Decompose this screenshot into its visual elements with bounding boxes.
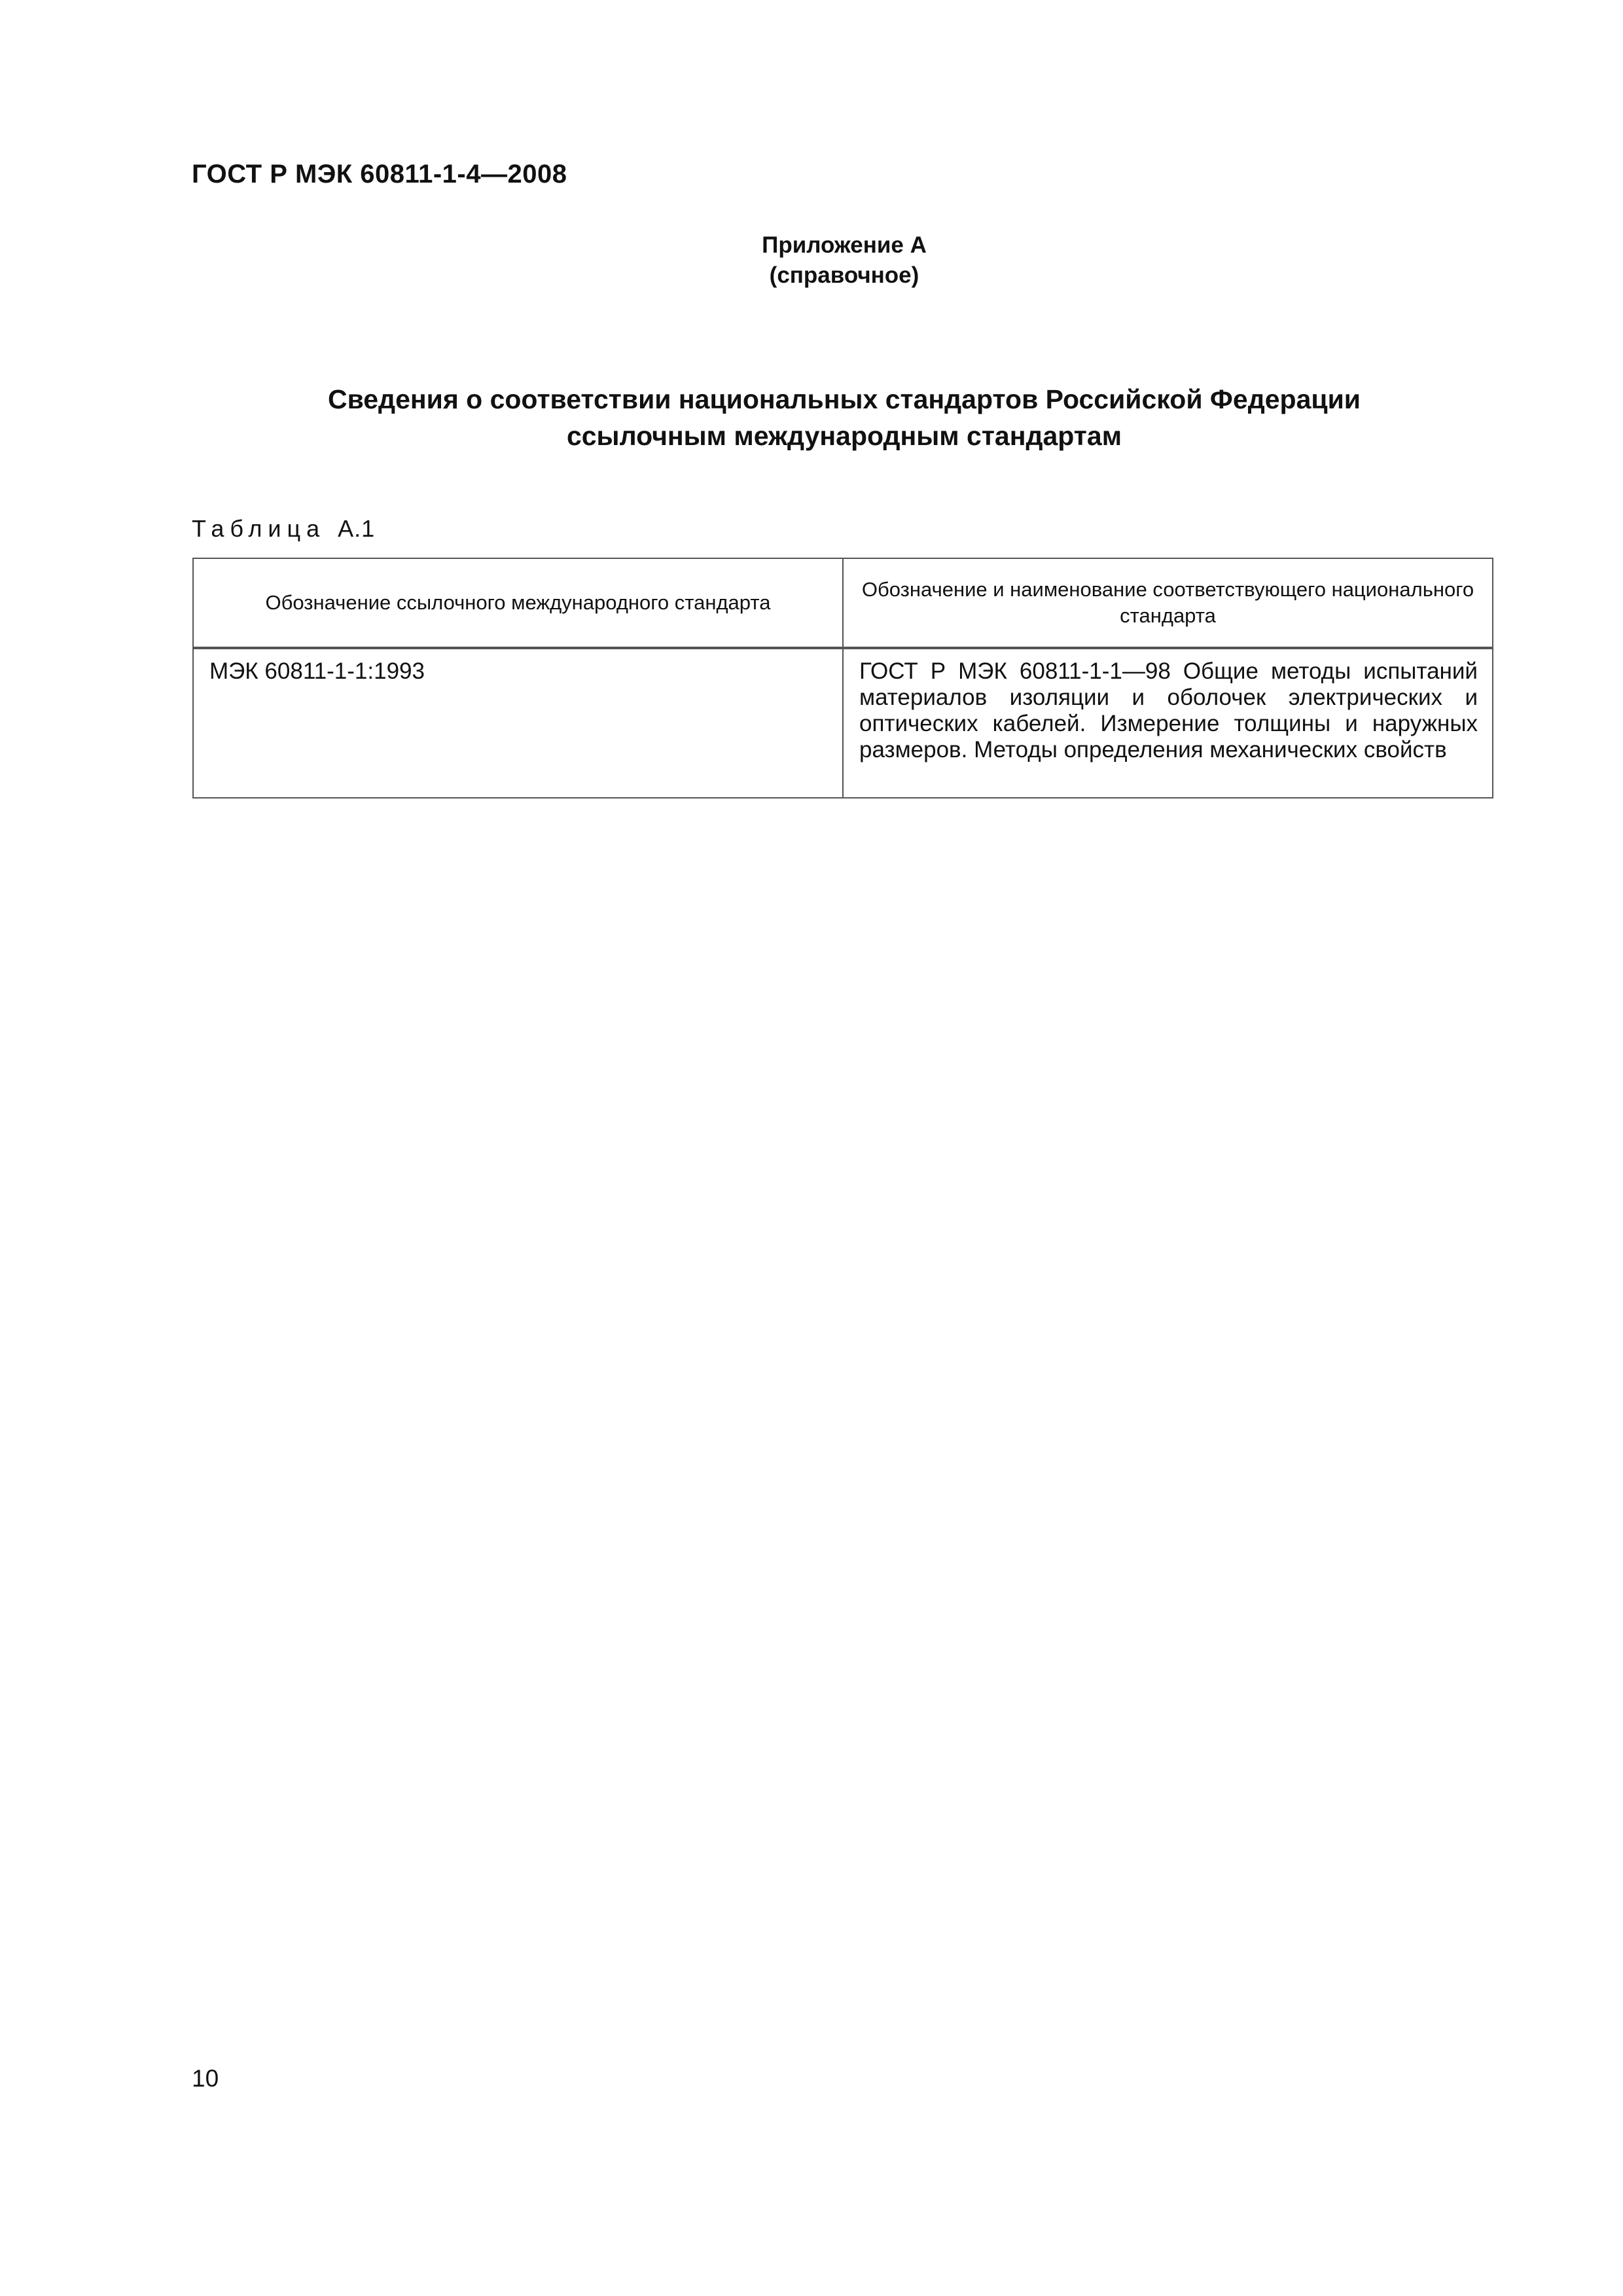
cell-international-standard: МЭК 60811-1-1:1993	[193, 648, 843, 798]
table-header-row	[193, 558, 1493, 648]
appendix-title	[0, 381, 1623, 454]
table-caption	[192, 515, 375, 543]
page-number: 10	[192, 2065, 219, 2092]
table-row	[193, 648, 1493, 798]
document-code: ГОСТ Р МЭК 60811-1-4—2008	[192, 160, 567, 188]
appendix-label: Приложение А	[762, 232, 927, 258]
appendix-title-line-2: ссылочным международным стандартам	[566, 421, 1122, 451]
table-caption-word: Таблица	[192, 515, 326, 542]
standards-correspondence-table	[192, 558, 1493, 798]
cell-national-standard: ГОСТ Р МЭК 60811-1-1—98 Общие методы испытаний материалов изоляции и оболочек электрических и оптических кабелей. Измерение толщины и наружных размеров. Методы определения механических свойств	[843, 648, 1493, 798]
column-header-national: Обозначение и наименование соответствующего национального стандарта	[843, 558, 1493, 648]
appendix-heading	[0, 230, 1623, 291]
table-caption-number: А.1	[338, 515, 376, 542]
appendix-type: (справочное)	[769, 262, 919, 288]
column-header-international: Обозначение ссылочного международного стандарта	[193, 558, 843, 648]
appendix-title-line-1: Сведения о соответствии национальных стандартов Российской Федерации	[327, 384, 1361, 414]
